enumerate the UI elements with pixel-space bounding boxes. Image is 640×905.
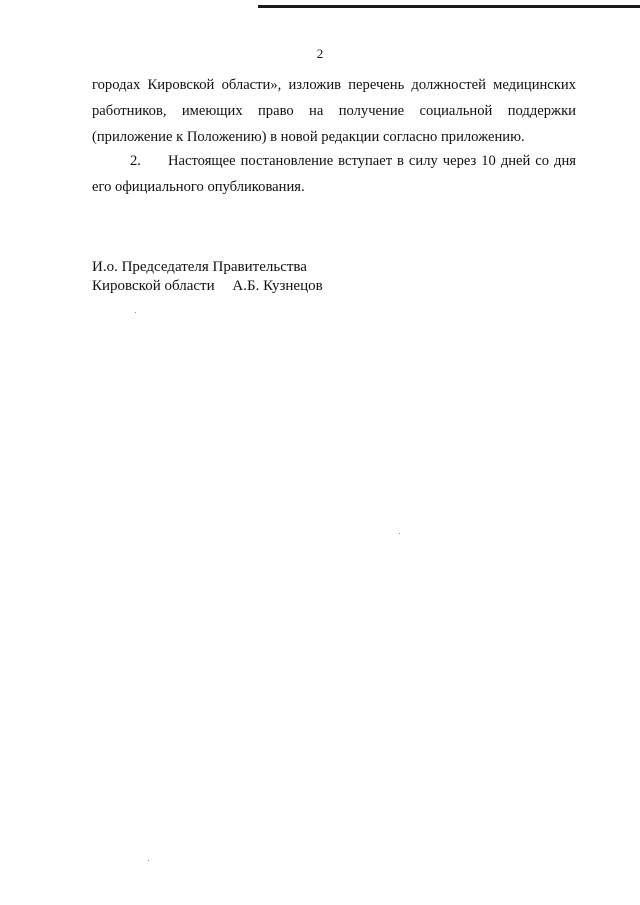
paragraph-2-first-line: Настоящее постановление вступает в силу через 10 дней со дня [168, 153, 576, 169]
paragraph-2-line-2 [92, 174, 576, 200]
signature-title-line-2: Кировской области [92, 278, 215, 294]
signature-line-2 [92, 277, 323, 296]
word: право [258, 103, 294, 119]
top-rule [258, 5, 640, 8]
word: работников, [92, 103, 167, 119]
word: Кировской [147, 77, 215, 93]
paragraph-2 [92, 148, 576, 200]
paragraph-2-second-line: его официального опубликования. [92, 179, 305, 195]
paragraph-1-line-1 [92, 72, 576, 98]
scan-speck [399, 533, 400, 534]
signature-title-line-1: И.о. Председателя Правительства [92, 259, 307, 275]
paragraph-2-line-1 [92, 148, 576, 174]
word: изложив [288, 77, 342, 93]
line-text: (приложение к Положению) в новой редакции согласно приложению. [92, 129, 525, 145]
word: поддержки [507, 103, 576, 119]
paragraph-2-number: 2. [130, 153, 141, 169]
scan-speck [135, 312, 136, 313]
word: области», [221, 77, 282, 93]
signatory-name: А.Б. Кузнецов [232, 278, 323, 294]
paragraph-1-line-3 [92, 124, 576, 150]
paragraph-1 [92, 72, 576, 150]
word: социальной [419, 103, 493, 119]
word: городах [92, 77, 141, 93]
word: должностей [411, 77, 486, 93]
page-number: 2 [316, 46, 324, 61]
word: получение [338, 103, 405, 119]
signature-block [92, 258, 323, 296]
word: медицинских [493, 77, 576, 93]
paragraph-1-line-2 [92, 98, 576, 124]
scan-speck [148, 860, 149, 861]
word: на [309, 103, 324, 119]
word: перечень [348, 77, 405, 93]
word: имеющих [181, 103, 243, 119]
